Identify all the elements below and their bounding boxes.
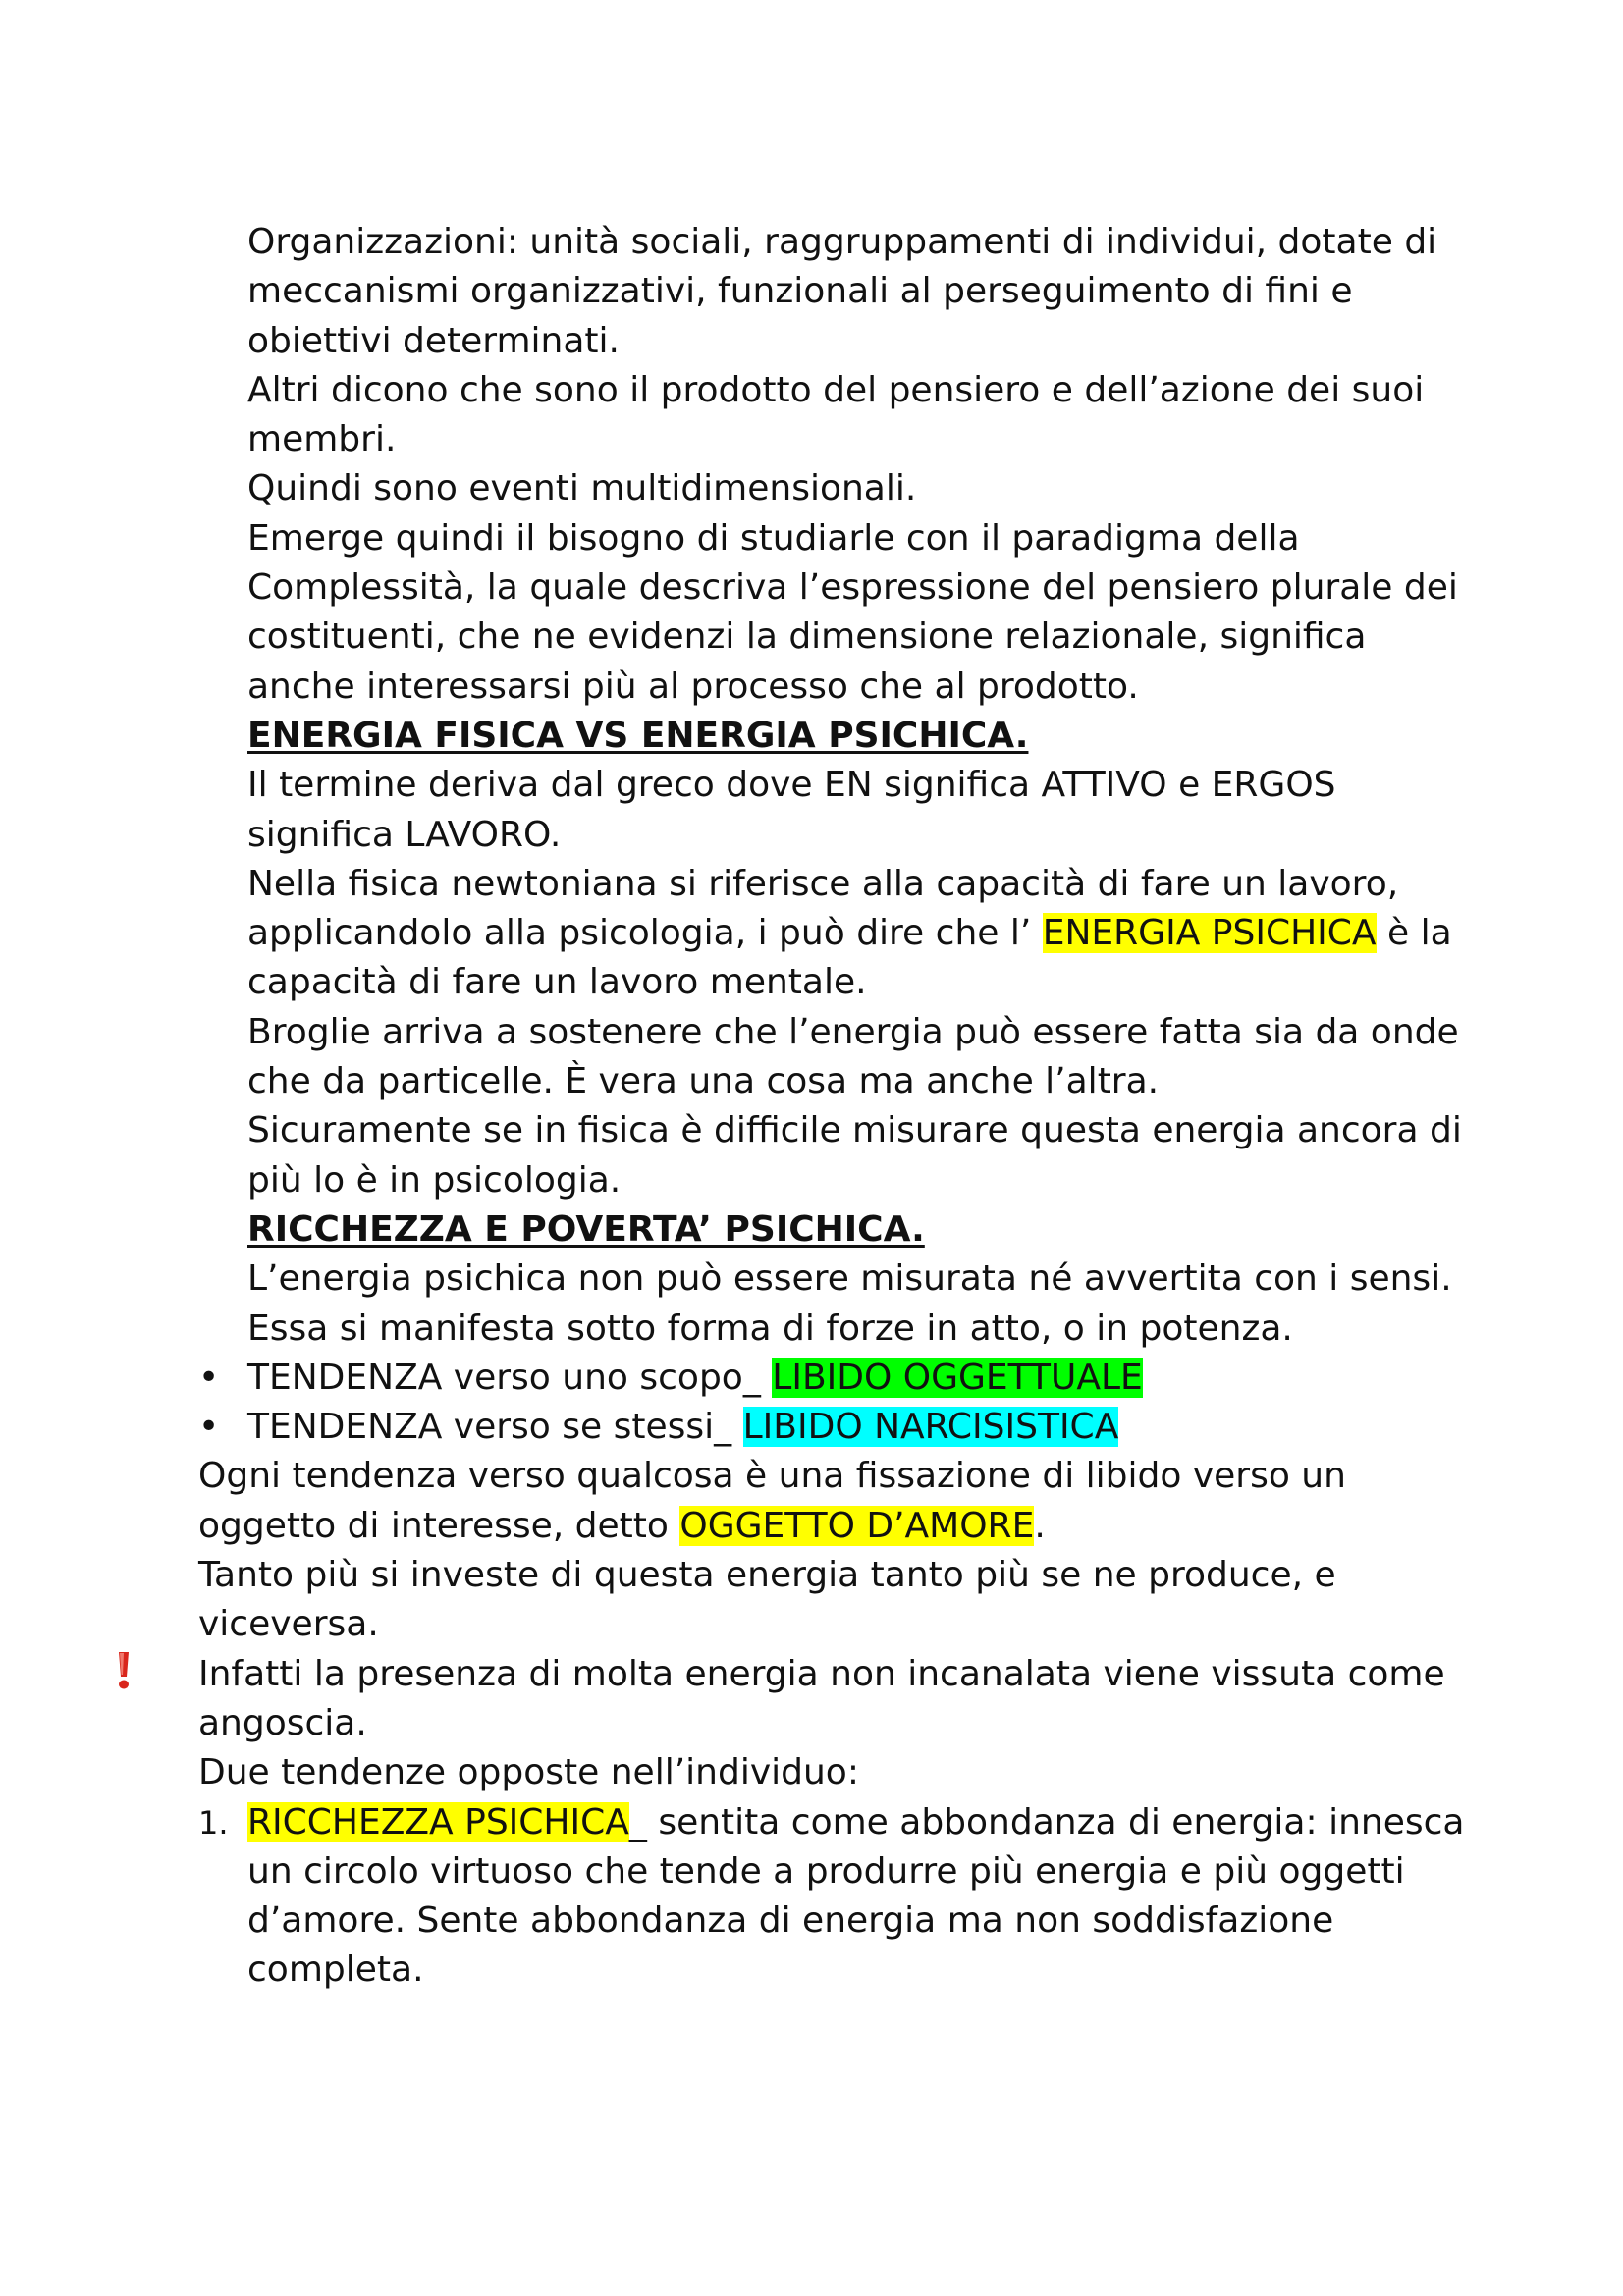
paragraph-infatti: Infatti la presenza di molta energia non incanalata viene vissuta come angoscia.: [198, 1653, 1445, 1743]
bullet-text: [247, 1407, 1118, 1447]
paragraph-quindi: Quindi sono eventi multidimensionali.: [247, 468, 917, 509]
bullet-marker: •: [198, 1407, 220, 1448]
paragraph-broglie: Broglie arriva a sostenere che l’energia può essere fatta sia da onde che da particelle. È vera una cosa ma anche l’altra.: [247, 1011, 1459, 1102]
paragraph-organizzazioni: Organizzazioni: unità sociali, raggruppamenti di individui, dotate di meccanismi organizzativi, funzionali al perseguimento di fini e obiettivi determinati.: [247, 222, 1437, 361]
heading-ricchezza-poverta: RICCHEZZA E POVERTA’ PSICHICA.: [247, 1208, 925, 1250]
text-segment: Nella fisica newtoniana si riferisce alla capacità di fare un lavoro, applicandolo alla psicologia, i può dire che l’: [247, 863, 1399, 954]
highlight-energia-psichica: ENERGIA PSICHICA: [1042, 913, 1377, 954]
paragraph-fisica-newtoniana: [247, 860, 1475, 1008]
paragraph-energia-psichica: L’energia psichica non può essere misurata né avvertita con i sensi. Essa si manifesta sotto forma di forze in atto, o in potenza.: [247, 1258, 1452, 1349]
paragraph-altri-dicono: Altri dicono che sono il prodotto del pensiero e dell’azione dei suoi membri.: [247, 369, 1425, 460]
bullet-marker: •: [198, 1357, 220, 1398]
text-segment: è la capacità di fare un lavoro mentale.: [247, 913, 1452, 1003]
paragraph-complessita: Emerge quindi il bisogno di studiarle con il paradigma della Complessità, la quale descriva l’espressione del pensiero plurale dei costituenti, che ne evidenzi la dimensione relazionale, significa anche interessarsi più al processo che al prodotto.: [247, 517, 1458, 707]
paragraph-termine: Il termine deriva dal greco dove EN significa ATTIVO e ERGOS significa LAVORO.: [247, 765, 1336, 855]
text-segment: Ogni tendenza verso qualcosa è una fissazione di libido verso un oggetto di interesse, detto: [198, 1456, 1346, 1546]
highlight-libido-oggettuale: LIBIDO OGGETTUALE: [772, 1357, 1143, 1398]
list-item-numbered-1: [198, 1798, 1475, 1996]
list-item-bullet-1: [198, 1354, 1475, 1403]
highlight-oggetto-amore: OGGETTO D’AMORE: [679, 1505, 1035, 1546]
text-segment: .: [1034, 1505, 1046, 1546]
text-segment: TENDENZA verso se stessi_: [247, 1407, 743, 1448]
intro-block: [198, 218, 1475, 1354]
paragraph-tanto-piu: Tanto più si investe di questa energia tanto più se ne produce, e viceversa.: [198, 1555, 1336, 1645]
number-marker: 1.: [198, 1803, 229, 1842]
paragraph-ogni-tendenza: [198, 1452, 1475, 1551]
exclamation-flag-icon: [116, 1651, 132, 1690]
document-body: [198, 218, 1475, 1996]
highlight-libido-narcisistica: LIBIDO NARCISISTICA: [742, 1407, 1119, 1448]
paragraph-sicuramente: Sicuramente se in fisica è difficile misurare questa energia ancora di più lo è in psicologia.: [247, 1110, 1462, 1201]
text-segment: TENDENZA verso uno scopo_: [247, 1357, 773, 1398]
heading-energia-fisica: ENERGIA FISICA VS ENERGIA PSICHICA.: [247, 715, 1029, 756]
text-segment: _ sentita come abbondanza di energia: innesca un circolo virtuoso che tende a produrre più energia e più oggetti d’amore. Sente abbondanza di energia ma non soddisfazione completa.: [247, 1801, 1465, 1991]
highlight-ricchezza-psichica: RICCHEZZA PSICHICA: [247, 1801, 629, 1842]
bullet-text: [247, 1358, 1143, 1398]
list-item-bullet-2: [198, 1403, 1475, 1452]
paragraph-due-tendenze: Due tendenze opposte nell’individuo:: [198, 1752, 859, 1793]
